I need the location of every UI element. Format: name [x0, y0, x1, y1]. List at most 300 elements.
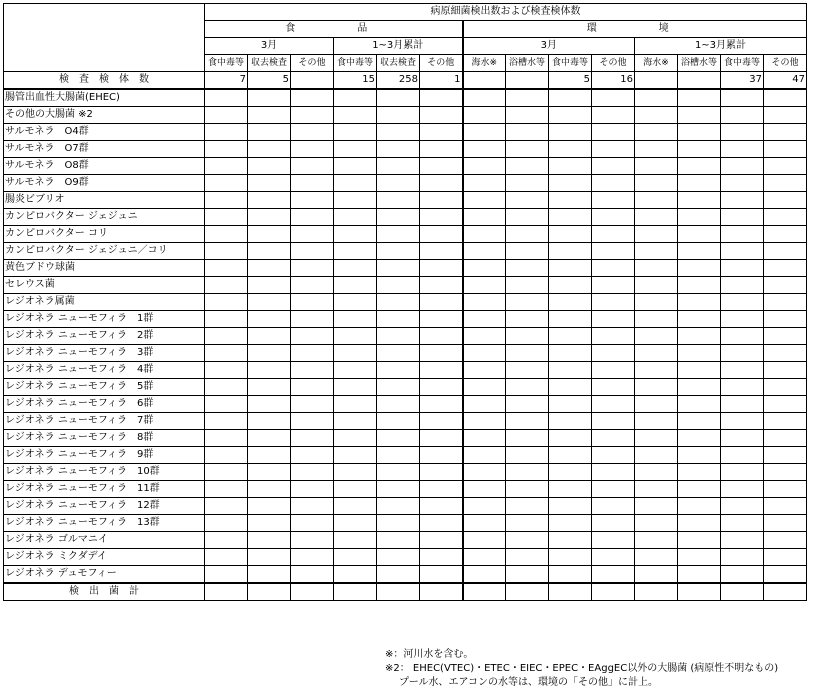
data-cell	[506, 277, 549, 294]
data-cell	[248, 413, 291, 430]
data-cell	[592, 430, 635, 447]
data-cell	[678, 260, 721, 277]
footnotes	[385, 648, 778, 690]
data-cell	[205, 549, 248, 566]
data-cell	[291, 498, 334, 515]
data-cell	[678, 464, 721, 481]
data-cell	[506, 209, 549, 226]
data-cell	[205, 430, 248, 447]
data-cell	[549, 141, 592, 158]
data-cell	[549, 481, 592, 498]
data-cell	[721, 192, 764, 209]
data-cell	[334, 209, 377, 226]
data-cell	[592, 158, 635, 175]
data-cell	[248, 396, 291, 413]
data-cell	[205, 89, 248, 107]
bacteria-label: レジオネラ ニューモフィラ 13群	[4, 515, 205, 532]
data-cell	[291, 158, 334, 175]
data-cell	[205, 192, 248, 209]
data-cell	[721, 566, 764, 584]
data-cell	[592, 192, 635, 209]
total-label: 検 出 菌 計	[4, 583, 205, 601]
data-cell	[377, 362, 420, 379]
data-cell	[764, 107, 807, 124]
data-cell	[721, 515, 764, 532]
data-cell	[205, 532, 248, 549]
table-row	[4, 192, 807, 209]
data-cell	[549, 413, 592, 430]
data-cell	[291, 124, 334, 141]
data-cell	[635, 192, 678, 209]
data-cell	[635, 498, 678, 515]
total-cell	[205, 583, 248, 601]
data-cell	[721, 396, 764, 413]
data-cell	[549, 311, 592, 328]
total-cell	[549, 583, 592, 601]
data-cell	[377, 260, 420, 277]
table-row	[4, 379, 807, 396]
data-cell	[463, 430, 506, 447]
data-cell	[248, 141, 291, 158]
data-cell	[291, 464, 334, 481]
data-cell	[463, 226, 506, 243]
data-cell	[463, 107, 506, 124]
data-cell	[334, 328, 377, 345]
data-cell	[205, 124, 248, 141]
data-cell	[764, 124, 807, 141]
table-row	[4, 532, 807, 549]
data-cell	[678, 430, 721, 447]
table-row	[4, 396, 807, 413]
table-row	[4, 430, 807, 447]
data-cell	[764, 260, 807, 277]
data-cell	[635, 328, 678, 345]
env-march-header: 3月	[463, 38, 635, 55]
pathogen-detection-table	[3, 3, 807, 601]
bacteria-label: 腸炎ビブリオ	[4, 192, 205, 209]
data-cell	[592, 294, 635, 311]
data-cell	[764, 549, 807, 566]
data-cell	[377, 549, 420, 566]
data-cell	[678, 243, 721, 260]
data-cell	[678, 515, 721, 532]
column-header: 食中毒等	[205, 55, 248, 72]
table-row	[4, 481, 807, 498]
data-cell	[291, 107, 334, 124]
data-cell	[592, 396, 635, 413]
data-cell	[506, 158, 549, 175]
table-row	[4, 277, 807, 294]
bacteria-label: レジオネラ ニューモフィラ 6群	[4, 396, 205, 413]
data-cell	[506, 328, 549, 345]
footnote-1: ※：河川水を含む。	[385, 649, 474, 660]
data-cell	[764, 413, 807, 430]
data-cell	[721, 328, 764, 345]
data-cell	[678, 345, 721, 362]
table-row	[4, 175, 807, 192]
data-cell	[592, 413, 635, 430]
bacteria-label: カンピロバクター コリ	[4, 226, 205, 243]
data-cell	[205, 515, 248, 532]
data-cell	[678, 447, 721, 464]
data-cell	[592, 362, 635, 379]
bacteria-label: カンピロバクター ジェジュニ／コリ	[4, 243, 205, 260]
data-cell	[420, 141, 463, 158]
data-cell	[463, 413, 506, 430]
data-cell	[506, 396, 549, 413]
total-cell	[506, 583, 549, 601]
column-header: 海水※	[635, 55, 678, 72]
data-cell	[506, 141, 549, 158]
data-cell	[506, 362, 549, 379]
data-cell	[463, 566, 506, 584]
data-cell	[334, 447, 377, 464]
data-cell	[377, 141, 420, 158]
table-row	[4, 566, 807, 584]
data-cell	[291, 294, 334, 311]
data-cell	[506, 532, 549, 549]
data-cell	[506, 464, 549, 481]
sample-count-label: 検 査 検 体 数	[4, 72, 205, 90]
table-row	[4, 345, 807, 362]
data-cell	[678, 311, 721, 328]
data-cell	[248, 107, 291, 124]
data-cell	[721, 260, 764, 277]
data-cell	[764, 141, 807, 158]
data-cell	[291, 226, 334, 243]
bacteria-label: レジオネラ ニューモフィラ 5群	[4, 379, 205, 396]
table-row	[4, 89, 807, 107]
total-cell	[721, 583, 764, 601]
data-cell	[334, 89, 377, 107]
data-cell	[592, 311, 635, 328]
bacteria-label: その他の大腸菌 ※2	[4, 107, 205, 124]
bacteria-label: レジオネラ ゴルマニイ	[4, 532, 205, 549]
data-cell	[506, 192, 549, 209]
column-header: 食中毒等	[549, 55, 592, 72]
data-cell	[420, 481, 463, 498]
data-cell	[205, 362, 248, 379]
data-cell	[592, 328, 635, 345]
table-row	[4, 158, 807, 175]
table-row	[4, 209, 807, 226]
data-cell	[549, 447, 592, 464]
data-cell	[592, 515, 635, 532]
data-cell	[549, 226, 592, 243]
data-cell	[334, 396, 377, 413]
data-cell	[635, 226, 678, 243]
data-cell	[721, 175, 764, 192]
column-header: その他	[592, 55, 635, 72]
bacteria-label: レジオネラ ニューモフィラ 7群	[4, 413, 205, 430]
data-cell	[463, 158, 506, 175]
data-cell	[678, 413, 721, 430]
data-cell	[205, 311, 248, 328]
data-cell	[463, 192, 506, 209]
data-cell	[635, 175, 678, 192]
data-cell	[420, 277, 463, 294]
total-cell	[764, 583, 807, 601]
data-cell	[506, 260, 549, 277]
data-cell	[377, 226, 420, 243]
data-cell	[377, 209, 420, 226]
data-cell	[635, 566, 678, 584]
data-cell	[635, 379, 678, 396]
data-cell	[764, 175, 807, 192]
sample-count-cell	[291, 72, 334, 90]
data-cell	[291, 515, 334, 532]
data-cell	[549, 566, 592, 584]
column-header: その他	[764, 55, 807, 72]
data-cell	[291, 532, 334, 549]
data-cell	[506, 89, 549, 107]
data-cell	[721, 107, 764, 124]
data-cell	[592, 226, 635, 243]
data-cell	[248, 209, 291, 226]
data-cell	[764, 311, 807, 328]
data-cell	[678, 566, 721, 584]
data-cell	[205, 260, 248, 277]
data-cell	[549, 379, 592, 396]
data-cell	[549, 549, 592, 566]
data-cell	[678, 124, 721, 141]
data-cell	[248, 277, 291, 294]
data-cell	[205, 158, 248, 175]
data-cell	[721, 89, 764, 107]
data-cell	[334, 532, 377, 549]
data-cell	[721, 226, 764, 243]
table-row	[4, 549, 807, 566]
data-cell	[334, 260, 377, 277]
data-cell	[205, 464, 248, 481]
total-cell	[635, 583, 678, 601]
data-cell	[764, 464, 807, 481]
data-cell	[635, 515, 678, 532]
data-cell	[721, 362, 764, 379]
data-cell	[334, 413, 377, 430]
data-cell	[291, 345, 334, 362]
data-cell	[248, 532, 291, 549]
data-cell	[506, 294, 549, 311]
data-cell	[334, 226, 377, 243]
data-cell	[635, 430, 678, 447]
data-cell	[377, 277, 420, 294]
data-cell	[248, 328, 291, 345]
data-cell	[291, 362, 334, 379]
total-cell	[248, 583, 291, 601]
bacteria-label: サルモネラ O8群	[4, 158, 205, 175]
data-cell	[549, 89, 592, 107]
data-cell	[549, 294, 592, 311]
data-cell	[592, 175, 635, 192]
data-cell	[764, 498, 807, 515]
data-cell	[291, 209, 334, 226]
data-cell	[506, 107, 549, 124]
data-cell	[635, 294, 678, 311]
data-cell	[377, 158, 420, 175]
data-cell	[635, 481, 678, 498]
data-cell	[463, 311, 506, 328]
data-cell	[205, 447, 248, 464]
data-cell	[420, 549, 463, 566]
data-cell	[377, 124, 420, 141]
data-cell	[291, 430, 334, 447]
data-cell	[678, 481, 721, 498]
data-cell	[248, 430, 291, 447]
table-row	[4, 498, 807, 515]
data-cell	[377, 379, 420, 396]
data-cell	[463, 260, 506, 277]
data-cell	[334, 430, 377, 447]
data-cell	[248, 481, 291, 498]
sample-count-cell	[506, 72, 549, 90]
data-cell	[334, 192, 377, 209]
data-cell	[463, 447, 506, 464]
data-cell	[506, 226, 549, 243]
data-cell	[205, 175, 248, 192]
data-cell	[635, 141, 678, 158]
sample-count-cell	[463, 72, 506, 90]
data-cell	[334, 362, 377, 379]
data-cell	[334, 379, 377, 396]
data-cell	[549, 515, 592, 532]
data-cell	[377, 328, 420, 345]
data-cell	[764, 566, 807, 584]
data-cell	[721, 311, 764, 328]
data-cell	[549, 464, 592, 481]
bacteria-label: レジオネラ ニューモフィラ 1群	[4, 311, 205, 328]
column-header: その他	[420, 55, 463, 72]
data-cell	[549, 209, 592, 226]
data-cell	[334, 345, 377, 362]
data-cell	[721, 532, 764, 549]
data-cell	[764, 430, 807, 447]
data-cell	[678, 209, 721, 226]
bacteria-label: セレウス菌	[4, 277, 205, 294]
bacteria-label: レジオネラ ニューモフィラ 3群	[4, 345, 205, 362]
data-cell	[678, 549, 721, 566]
data-cell	[420, 328, 463, 345]
data-cell	[592, 209, 635, 226]
data-cell	[334, 107, 377, 124]
data-cell	[248, 379, 291, 396]
table-row	[4, 413, 807, 430]
data-cell	[420, 260, 463, 277]
data-cell	[764, 294, 807, 311]
data-cell	[678, 328, 721, 345]
data-cell	[248, 226, 291, 243]
food-cumulative-header: 1~3月累計	[334, 38, 463, 55]
data-cell	[463, 362, 506, 379]
bacteria-label: レジオネラ ニューモフィラ 2群	[4, 328, 205, 345]
data-cell	[420, 515, 463, 532]
total-cell	[334, 583, 377, 601]
data-cell	[205, 566, 248, 584]
data-cell	[592, 243, 635, 260]
data-cell	[377, 396, 420, 413]
table-row	[4, 464, 807, 481]
data-cell	[463, 294, 506, 311]
footnote-3: プール水、エアコンの水等は、環境の「その他」に計上。	[399, 677, 658, 688]
data-cell	[205, 396, 248, 413]
data-cell	[463, 532, 506, 549]
data-cell	[635, 260, 678, 277]
data-cell	[334, 566, 377, 584]
data-cell	[377, 481, 420, 498]
data-cell	[506, 447, 549, 464]
data-cell	[291, 396, 334, 413]
data-cell	[549, 328, 592, 345]
data-cell	[764, 243, 807, 260]
data-cell	[463, 328, 506, 345]
data-cell	[721, 379, 764, 396]
data-cell	[592, 566, 635, 584]
data-cell	[506, 549, 549, 566]
bacteria-label: サルモネラ O7群	[4, 141, 205, 158]
data-cell	[291, 277, 334, 294]
data-cell	[420, 209, 463, 226]
column-header: 浴槽水等	[506, 55, 549, 72]
data-cell	[506, 566, 549, 584]
data-cell	[506, 175, 549, 192]
data-cell	[678, 107, 721, 124]
data-cell	[721, 413, 764, 430]
data-cell	[291, 413, 334, 430]
data-cell	[334, 243, 377, 260]
bacteria-label: レジオネラ ニューモフィラ 12群	[4, 498, 205, 515]
data-cell	[506, 515, 549, 532]
data-cell	[420, 413, 463, 430]
data-cell	[635, 89, 678, 107]
sample-count-cell: 5	[549, 72, 592, 90]
sample-count-cell: 16	[592, 72, 635, 90]
data-cell	[635, 243, 678, 260]
data-cell	[420, 175, 463, 192]
data-cell	[420, 192, 463, 209]
data-cell	[506, 124, 549, 141]
data-cell	[549, 158, 592, 175]
data-cell	[549, 243, 592, 260]
data-cell	[463, 175, 506, 192]
data-cell	[721, 447, 764, 464]
data-cell	[463, 141, 506, 158]
data-cell	[248, 566, 291, 584]
data-cell	[248, 89, 291, 107]
data-cell	[549, 345, 592, 362]
data-cell	[334, 124, 377, 141]
data-cell	[205, 345, 248, 362]
data-cell	[463, 345, 506, 362]
report-table-area	[3, 3, 807, 601]
data-cell	[764, 89, 807, 107]
data-cell	[205, 413, 248, 430]
table-row	[4, 107, 807, 124]
data-cell	[334, 294, 377, 311]
data-cell	[205, 243, 248, 260]
data-cell	[248, 362, 291, 379]
bacteria-label: レジオネラ ミクダデイ	[4, 549, 205, 566]
data-cell	[463, 277, 506, 294]
data-cell	[721, 209, 764, 226]
data-cell	[377, 107, 420, 124]
data-cell	[463, 379, 506, 396]
data-cell	[506, 243, 549, 260]
bacteria-label: レジオネラ デュモフィー	[4, 566, 205, 584]
data-cell	[764, 209, 807, 226]
data-cell	[420, 107, 463, 124]
data-cell	[506, 413, 549, 430]
data-cell	[420, 226, 463, 243]
